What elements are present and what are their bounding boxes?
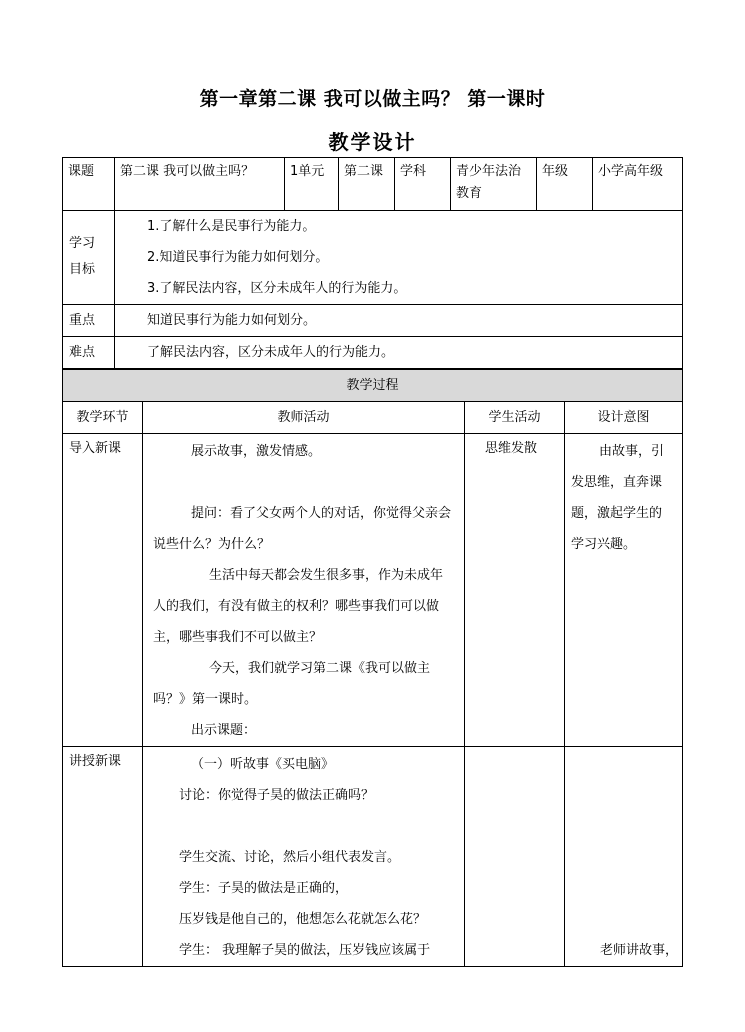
document-subtitle: 教学设计: [328, 130, 417, 154]
topic-label: 课题: [68, 164, 95, 179]
lesson-plan-table: [62, 157, 683, 369]
unit-value: 1单元: [290, 164, 325, 179]
lesson-value: 第二课: [344, 164, 384, 179]
teacher-activity: 展示故事，激发情感。 提问：看了父女两个人的对话，你觉得父亲会 说些什么？为什么？ 生活中每天都会发生很多事，作为未成年 人的我们，有没有做主的权利？哪些事我们可以做 主，哪些事我们不可以做主？ 今天，我们就学习第二课《我可以做主 吗？》第一课时。 出示课题：: [153, 444, 452, 738]
col-header-intent: 设计意图: [565, 402, 683, 434]
topic-value: 第二课 我可以做主吗？: [120, 164, 255, 179]
process-table: [62, 369, 683, 967]
stage-label: 讲授新课: [69, 754, 122, 769]
col-header-student: 学生活动: [465, 402, 565, 434]
difficulty-row: [63, 337, 683, 369]
subject-label: 学科: [400, 164, 427, 179]
key-point-label: 重点: [69, 313, 96, 328]
stage-label: 导入新课: [69, 441, 122, 456]
key-point-row: [63, 305, 683, 337]
goal-item: 3.了解民法内容，区分未成年人的行为能力。: [147, 281, 407, 296]
difficulty-value: 了解民法内容，区分未成年人的行为能力。: [147, 345, 395, 360]
column-header-row: [63, 402, 683, 434]
table-row: [63, 747, 683, 967]
teacher-activity: （一）听故事《买电脑》 讨论：你觉得子昊的做法正确吗？ 学生交流、讨论，然后小组代表发言。 学生：子昊的做法是正确的， 压岁钱是他自己的，他想怎么花就怎么花？ 学生： 我理解子昊的做法，压岁钱应该属于: [179, 757, 431, 958]
goals-label: 学习 目标: [69, 236, 96, 277]
student-activity: 思维发散: [485, 441, 538, 456]
design-intent: 老师讲故事，: [600, 943, 679, 958]
difficulty-label: 难点: [69, 345, 96, 360]
goal-item: 1.了解什么是民事行为能力。: [147, 219, 316, 234]
key-point-value: 知道民事行为能力如何划分。: [147, 313, 317, 328]
document-title: 第一章第二课 我可以做主吗？ 第一课时: [199, 88, 546, 110]
goals-row: [63, 211, 683, 305]
subject-value: 青少年法治教育: [456, 164, 522, 201]
goal-item: 2.知道民事行为能力如何划分。: [147, 250, 329, 265]
student-activity: [465, 747, 564, 759]
design-intent: 由故事，引 发思维，直奔课 题，激起学生的 学习兴趣。: [571, 444, 665, 552]
grade-label: 年级: [542, 164, 569, 179]
col-header-teacher: 教师活动: [143, 402, 465, 434]
grade-value: 小学高年级: [598, 164, 664, 179]
process-header-row: [63, 370, 683, 402]
col-header-stage: 教学环节: [63, 402, 143, 434]
process-header: 教学过程: [63, 370, 683, 402]
table-row: [63, 434, 683, 747]
info-row: [63, 158, 683, 211]
